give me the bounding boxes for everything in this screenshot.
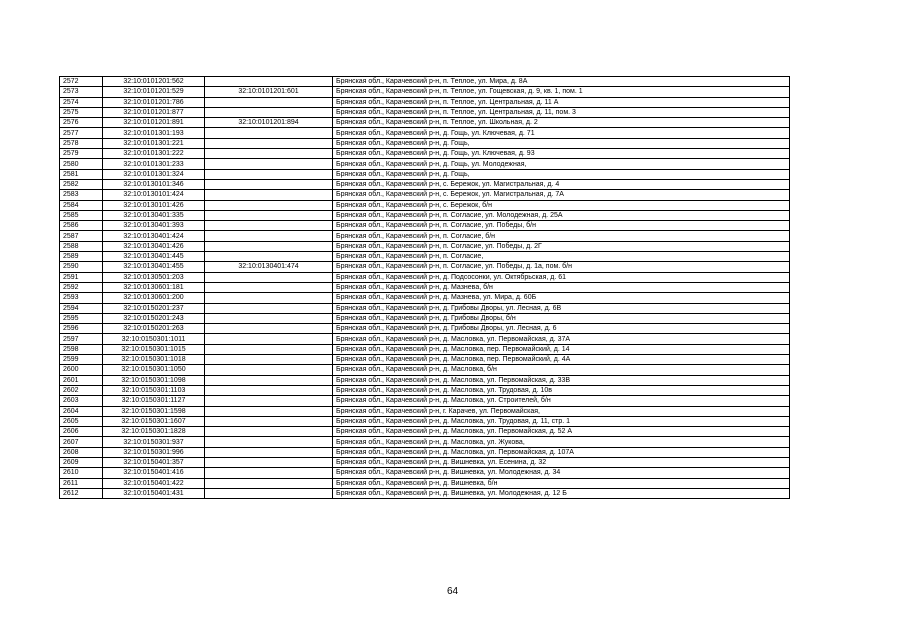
cadastral-number-cell: 32:10:0130601:200 xyxy=(103,293,205,303)
row-number-cell: 2592 xyxy=(60,282,103,292)
related-cadastral-number-cell xyxy=(205,324,333,334)
table-row xyxy=(60,252,790,262)
address-cell: Брянская обл., Карачевский р-н, д. Гощь, ул. Молодежная, xyxy=(333,159,790,169)
related-cadastral-number-cell: 32:10:0101201:601 xyxy=(205,87,333,97)
row-number-cell: 2579 xyxy=(60,149,103,159)
address-cell: Брянская обл., Карачевский р-н, д. Гощь, xyxy=(333,169,790,179)
cadastral-number-cell: 32:10:0150201:263 xyxy=(103,324,205,334)
address-cell: Брянская обл., Карачевский р-н, п. Согласие, ул. Победы, д. 1а, пом. б/н xyxy=(333,262,790,272)
address-cell: Брянская обл., Карачевский р-н, с. Бережок, ул. Магистральная, д. 7А xyxy=(333,190,790,200)
cadastral-number-cell: 32:10:0101201:877 xyxy=(103,107,205,117)
table-row xyxy=(60,468,790,478)
row-number-cell: 2576 xyxy=(60,118,103,128)
address-cell: Брянская обл., Карачевский р-н, д. Масловка, пер. Первомайский, д. 14 xyxy=(333,344,790,354)
address-cell: Брянская обл., Карачевский р-н, п. Теплое, ул. Школьная, д. 2 xyxy=(333,118,790,128)
table-row xyxy=(60,282,790,292)
related-cadastral-number-cell xyxy=(205,169,333,179)
cadastral-number-cell: 32:10:0150401:422 xyxy=(103,478,205,488)
row-number-cell: 2595 xyxy=(60,313,103,323)
address-cell: Брянская обл., Карачевский р-н, д. Масловка, ул. Жукова, xyxy=(333,437,790,447)
cadastral-number-cell: 32:10:0130501:203 xyxy=(103,272,205,282)
address-cell: Брянская обл., Карачевский р-н, д. Вишневка, б/н xyxy=(333,478,790,488)
property-registry-table xyxy=(59,76,790,499)
related-cadastral-number-cell xyxy=(205,241,333,251)
table-row xyxy=(60,107,790,117)
table-row xyxy=(60,437,790,447)
related-cadastral-number-cell xyxy=(205,221,333,231)
row-number-cell: 2587 xyxy=(60,231,103,241)
table-row xyxy=(60,396,790,406)
address-cell: Брянская обл., Карачевский р-н, п. Согласие, ул. Победы, д. 2Г xyxy=(333,241,790,251)
row-number-cell: 2597 xyxy=(60,334,103,344)
cadastral-number-cell: 32:10:0150301:1607 xyxy=(103,416,205,426)
related-cadastral-number-cell xyxy=(205,272,333,282)
related-cadastral-number-cell xyxy=(205,138,333,148)
cadastral-number-cell: 32:10:0130401:455 xyxy=(103,262,205,272)
address-cell: Брянская обл., Карачевский р-н, д. Гощь, xyxy=(333,138,790,148)
address-cell: Брянская обл., Карачевский р-н, с. Бережок, б/н xyxy=(333,200,790,210)
address-cell: Брянская обл., Карачевский р-н, п. Согласие, б/н xyxy=(333,231,790,241)
address-cell: Брянская обл., Карачевский р-н, д. Масловка, ул. Трудовая, д. 11, стр. 1 xyxy=(333,416,790,426)
table-row xyxy=(60,416,790,426)
cadastral-number-cell: 32:10:0101201:891 xyxy=(103,118,205,128)
related-cadastral-number-cell: 32:10:0130401:474 xyxy=(205,262,333,272)
row-number-cell: 2594 xyxy=(60,303,103,313)
row-number-cell: 2590 xyxy=(60,262,103,272)
related-cadastral-number-cell xyxy=(205,437,333,447)
table-row xyxy=(60,200,790,210)
cadastral-number-cell: 32:10:0130101:346 xyxy=(103,179,205,189)
cadastral-number-cell: 32:10:0150301:1050 xyxy=(103,365,205,375)
related-cadastral-number-cell xyxy=(205,128,333,138)
address-cell: Брянская обл., Карачевский р-н, п. Теплое, ул. Центральная, д. 11 А xyxy=(333,97,790,107)
cadastral-number-cell: 32:10:0101301:221 xyxy=(103,138,205,148)
address-cell: Брянская обл., Карачевский р-н, д. Мазнева, ул. Мира, д. 60Б xyxy=(333,293,790,303)
address-cell: Брянская обл., Карачевский р-н, д. Масловка, пер. Первомайский, д. 4А xyxy=(333,355,790,365)
related-cadastral-number-cell xyxy=(205,200,333,210)
registry-table-body xyxy=(60,77,790,499)
row-number-cell: 2585 xyxy=(60,210,103,220)
related-cadastral-number-cell xyxy=(205,457,333,467)
row-number-cell: 2578 xyxy=(60,138,103,148)
table-row xyxy=(60,149,790,159)
cadastral-number-cell: 32:10:0150401:357 xyxy=(103,457,205,467)
table-row xyxy=(60,447,790,457)
cadastral-number-cell: 32:10:0150301:996 xyxy=(103,447,205,457)
address-cell: Брянская обл., Карачевский р-н, д. Масловка, б/н xyxy=(333,365,790,375)
row-number-cell: 2580 xyxy=(60,159,103,169)
cadastral-number-cell: 32:10:0130401:335 xyxy=(103,210,205,220)
cadastral-number-cell: 32:10:0150401:431 xyxy=(103,488,205,498)
table-row xyxy=(60,231,790,241)
table-row xyxy=(60,478,790,488)
table-row xyxy=(60,272,790,282)
address-cell: Брянская обл., Карачевский р-н, д. Масловка, ул. Первомайская, д. 107А xyxy=(333,447,790,457)
related-cadastral-number-cell xyxy=(205,293,333,303)
row-number-cell: 2603 xyxy=(60,396,103,406)
cadastral-number-cell: 32:10:0150301:1098 xyxy=(103,375,205,385)
table-row xyxy=(60,385,790,395)
row-number-cell: 2577 xyxy=(60,128,103,138)
cadastral-number-cell: 32:10:0150401:416 xyxy=(103,468,205,478)
related-cadastral-number-cell xyxy=(205,406,333,416)
related-cadastral-number-cell xyxy=(205,179,333,189)
related-cadastral-number-cell xyxy=(205,447,333,457)
row-number-cell: 2606 xyxy=(60,427,103,437)
address-cell: Брянская обл., Карачевский р-н, д. Гощь, ул. Ключевая, д. 93 xyxy=(333,149,790,159)
address-cell: Брянская обл., Карачевский р-н, д. Масловка, ул. Строителей, б/н xyxy=(333,396,790,406)
related-cadastral-number-cell xyxy=(205,149,333,159)
row-number-cell: 2604 xyxy=(60,406,103,416)
related-cadastral-number-cell xyxy=(205,427,333,437)
table-row xyxy=(60,77,790,87)
address-cell: Брянская обл., Карачевский р-н, д. Грибовы Дворы, б/н xyxy=(333,313,790,323)
related-cadastral-number-cell xyxy=(205,231,333,241)
address-cell: Брянская обл., Карачевский р-н, д. Грибовы Дворы, ул. Лесная, д. 6В xyxy=(333,303,790,313)
related-cadastral-number-cell xyxy=(205,396,333,406)
cadastral-number-cell: 32:10:0150301:937 xyxy=(103,437,205,447)
related-cadastral-number-cell xyxy=(205,107,333,117)
address-cell: Брянская обл., Карачевский р-н, п. Теплое, ул. Мира, д. 8А xyxy=(333,77,790,87)
related-cadastral-number-cell xyxy=(205,77,333,87)
address-cell: Брянская обл., Карачевский р-н, д. Мазнева, б/н xyxy=(333,282,790,292)
table-row xyxy=(60,355,790,365)
cadastral-number-cell: 32:10:0150301:1828 xyxy=(103,427,205,437)
row-number-cell: 2573 xyxy=(60,87,103,97)
row-number-cell: 2609 xyxy=(60,457,103,467)
address-cell: Брянская обл., Карачевский р-н, п. Теплое, ул. Гощевская, д. 9, кв. 1, пом. 1 xyxy=(333,87,790,97)
related-cadastral-number-cell xyxy=(205,488,333,498)
related-cadastral-number-cell xyxy=(205,313,333,323)
address-cell: Брянская обл., Карачевский р-н, д. Масловка, ул. Первомайская, д. 52 А xyxy=(333,427,790,437)
table-row xyxy=(60,241,790,251)
row-number-cell: 2581 xyxy=(60,169,103,179)
related-cadastral-number-cell xyxy=(205,385,333,395)
row-number-cell: 2575 xyxy=(60,107,103,117)
row-number-cell: 2572 xyxy=(60,77,103,87)
related-cadastral-number-cell xyxy=(205,355,333,365)
related-cadastral-number-cell xyxy=(205,97,333,107)
row-number-cell: 2589 xyxy=(60,252,103,262)
address-cell: Брянская обл., Карачевский р-н, д. Грибовы Дворы, ул. Лесная, д. 6 xyxy=(333,324,790,334)
table-row xyxy=(60,457,790,467)
row-number-cell: 2583 xyxy=(60,190,103,200)
table-row xyxy=(60,365,790,375)
row-number-cell: 2584 xyxy=(60,200,103,210)
related-cadastral-number-cell xyxy=(205,478,333,488)
related-cadastral-number-cell xyxy=(205,416,333,426)
related-cadastral-number-cell xyxy=(205,344,333,354)
table-row xyxy=(60,488,790,498)
table-row xyxy=(60,97,790,107)
cadastral-number-cell: 32:10:0150301:1015 xyxy=(103,344,205,354)
address-cell: Брянская обл., Карачевский р-н, д. Масловка, ул. Трудовая, д. 10в xyxy=(333,385,790,395)
related-cadastral-number-cell xyxy=(205,252,333,262)
address-cell: Брянская обл., Карачевский р-н, д. Масловка, ул. Первомайская, д. 33В xyxy=(333,375,790,385)
related-cadastral-number-cell xyxy=(205,468,333,478)
row-number-cell: 2582 xyxy=(60,179,103,189)
table-row xyxy=(60,159,790,169)
related-cadastral-number-cell xyxy=(205,375,333,385)
table-row xyxy=(60,190,790,200)
row-number-cell: 2605 xyxy=(60,416,103,426)
table-row xyxy=(60,210,790,220)
row-number-cell: 2598 xyxy=(60,344,103,354)
address-cell: Брянская обл., Карачевский р-н, д. Масловка, ул. Первомайская, д. 37А xyxy=(333,334,790,344)
cadastral-number-cell: 32:10:0150301:1018 xyxy=(103,355,205,365)
table-row xyxy=(60,406,790,416)
related-cadastral-number-cell xyxy=(205,303,333,313)
address-cell: Брянская обл., Карачевский р-н, п. Согласие, ул. Молодежная, д. 25А xyxy=(333,210,790,220)
cadastral-number-cell: 32:10:0130401:424 xyxy=(103,231,205,241)
cadastral-number-cell: 32:10:0130401:445 xyxy=(103,252,205,262)
row-number-cell: 2612 xyxy=(60,488,103,498)
row-number-cell: 2602 xyxy=(60,385,103,395)
table-row xyxy=(60,221,790,231)
cadastral-number-cell: 32:10:0101201:562 xyxy=(103,77,205,87)
table-row xyxy=(60,128,790,138)
cadastral-number-cell: 32:10:0101301:222 xyxy=(103,149,205,159)
row-number-cell: 2601 xyxy=(60,375,103,385)
cadastral-number-cell: 32:10:0150301:1598 xyxy=(103,406,205,416)
cadastral-number-cell: 32:10:0150201:237 xyxy=(103,303,205,313)
table-row xyxy=(60,138,790,148)
row-number-cell: 2588 xyxy=(60,241,103,251)
address-cell: Брянская обл., Карачевский р-н, г. Карачев, ул. Первомайская, xyxy=(333,406,790,416)
table-row xyxy=(60,324,790,334)
page-number: 64 xyxy=(446,586,459,597)
row-number-cell: 2600 xyxy=(60,365,103,375)
related-cadastral-number-cell xyxy=(205,334,333,344)
cadastral-number-cell: 32:10:0101201:786 xyxy=(103,97,205,107)
cadastral-number-cell: 32:10:0130101:424 xyxy=(103,190,205,200)
row-number-cell: 2610 xyxy=(60,468,103,478)
table-row xyxy=(60,169,790,179)
address-cell: Брянская обл., Карачевский р-н, д. Вишневка, ул. Есенина, д. 32 xyxy=(333,457,790,467)
cadastral-number-cell: 32:10:0150201:243 xyxy=(103,313,205,323)
related-cadastral-number-cell: 32:10:0101201:894 xyxy=(205,118,333,128)
address-cell: Брянская обл., Карачевский р-н, д. Вишневка, ул. Молодежная, д. 34 xyxy=(333,468,790,478)
cadastral-number-cell: 32:10:0101201:529 xyxy=(103,87,205,97)
table-row xyxy=(60,375,790,385)
row-number-cell: 2608 xyxy=(60,447,103,457)
cadastral-number-cell: 32:10:0101301:324 xyxy=(103,169,205,179)
table-row xyxy=(60,87,790,97)
row-number-cell: 2596 xyxy=(60,324,103,334)
table-row xyxy=(60,313,790,323)
cadastral-number-cell: 32:10:0130101:426 xyxy=(103,200,205,210)
table-row xyxy=(60,179,790,189)
related-cadastral-number-cell xyxy=(205,210,333,220)
cadastral-number-cell: 32:10:0130601:181 xyxy=(103,282,205,292)
address-cell: Брянская обл., Карачевский р-н, с. Бережок, ул. Магистральная, д. 4 xyxy=(333,179,790,189)
table-row xyxy=(60,427,790,437)
row-number-cell: 2586 xyxy=(60,221,103,231)
table-row xyxy=(60,262,790,272)
cadastral-number-cell: 32:10:0101301:193 xyxy=(103,128,205,138)
row-number-cell: 2574 xyxy=(60,97,103,107)
cadastral-number-cell: 32:10:0130401:393 xyxy=(103,221,205,231)
table-row xyxy=(60,118,790,128)
row-number-cell: 2593 xyxy=(60,293,103,303)
address-cell: Брянская обл., Карачевский р-н, п. Согласие, xyxy=(333,252,790,262)
row-number-cell: 2611 xyxy=(60,478,103,488)
related-cadastral-number-cell xyxy=(205,190,333,200)
cadastral-number-cell: 32:10:0130401:426 xyxy=(103,241,205,251)
related-cadastral-number-cell xyxy=(205,159,333,169)
row-number-cell: 2591 xyxy=(60,272,103,282)
related-cadastral-number-cell xyxy=(205,365,333,375)
cadastral-number-cell: 32:10:0150301:1103 xyxy=(103,385,205,395)
address-cell: Брянская обл., Карачевский р-н, д. Гощь, ул. Ключевая, д. 71 xyxy=(333,128,790,138)
row-number-cell: 2599 xyxy=(60,355,103,365)
table-row xyxy=(60,293,790,303)
address-cell: Брянская обл., Карачевский р-н, п. Согласие, ул. Победы, б/н xyxy=(333,221,790,231)
related-cadastral-number-cell xyxy=(205,282,333,292)
cadastral-number-cell: 32:10:0101301:233 xyxy=(103,159,205,169)
row-number-cell: 2607 xyxy=(60,437,103,447)
table-row xyxy=(60,303,790,313)
address-cell: Брянская обл., Карачевский р-н, д. Вишневка, ул. Молодежная, д. 12 Б xyxy=(333,488,790,498)
address-cell: Брянская обл., Карачевский р-н, д. Подсосонки, ул. Октябрьская, д. 61 xyxy=(333,272,790,282)
address-cell: Брянская обл., Карачевский р-н, п. Теплое, ул. Центральная, д. 11, пом. 3 xyxy=(333,107,790,117)
table-row xyxy=(60,334,790,344)
cadastral-number-cell: 32:10:0150301:1127 xyxy=(103,396,205,406)
cadastral-number-cell: 32:10:0150301:1011 xyxy=(103,334,205,344)
table-row xyxy=(60,344,790,354)
